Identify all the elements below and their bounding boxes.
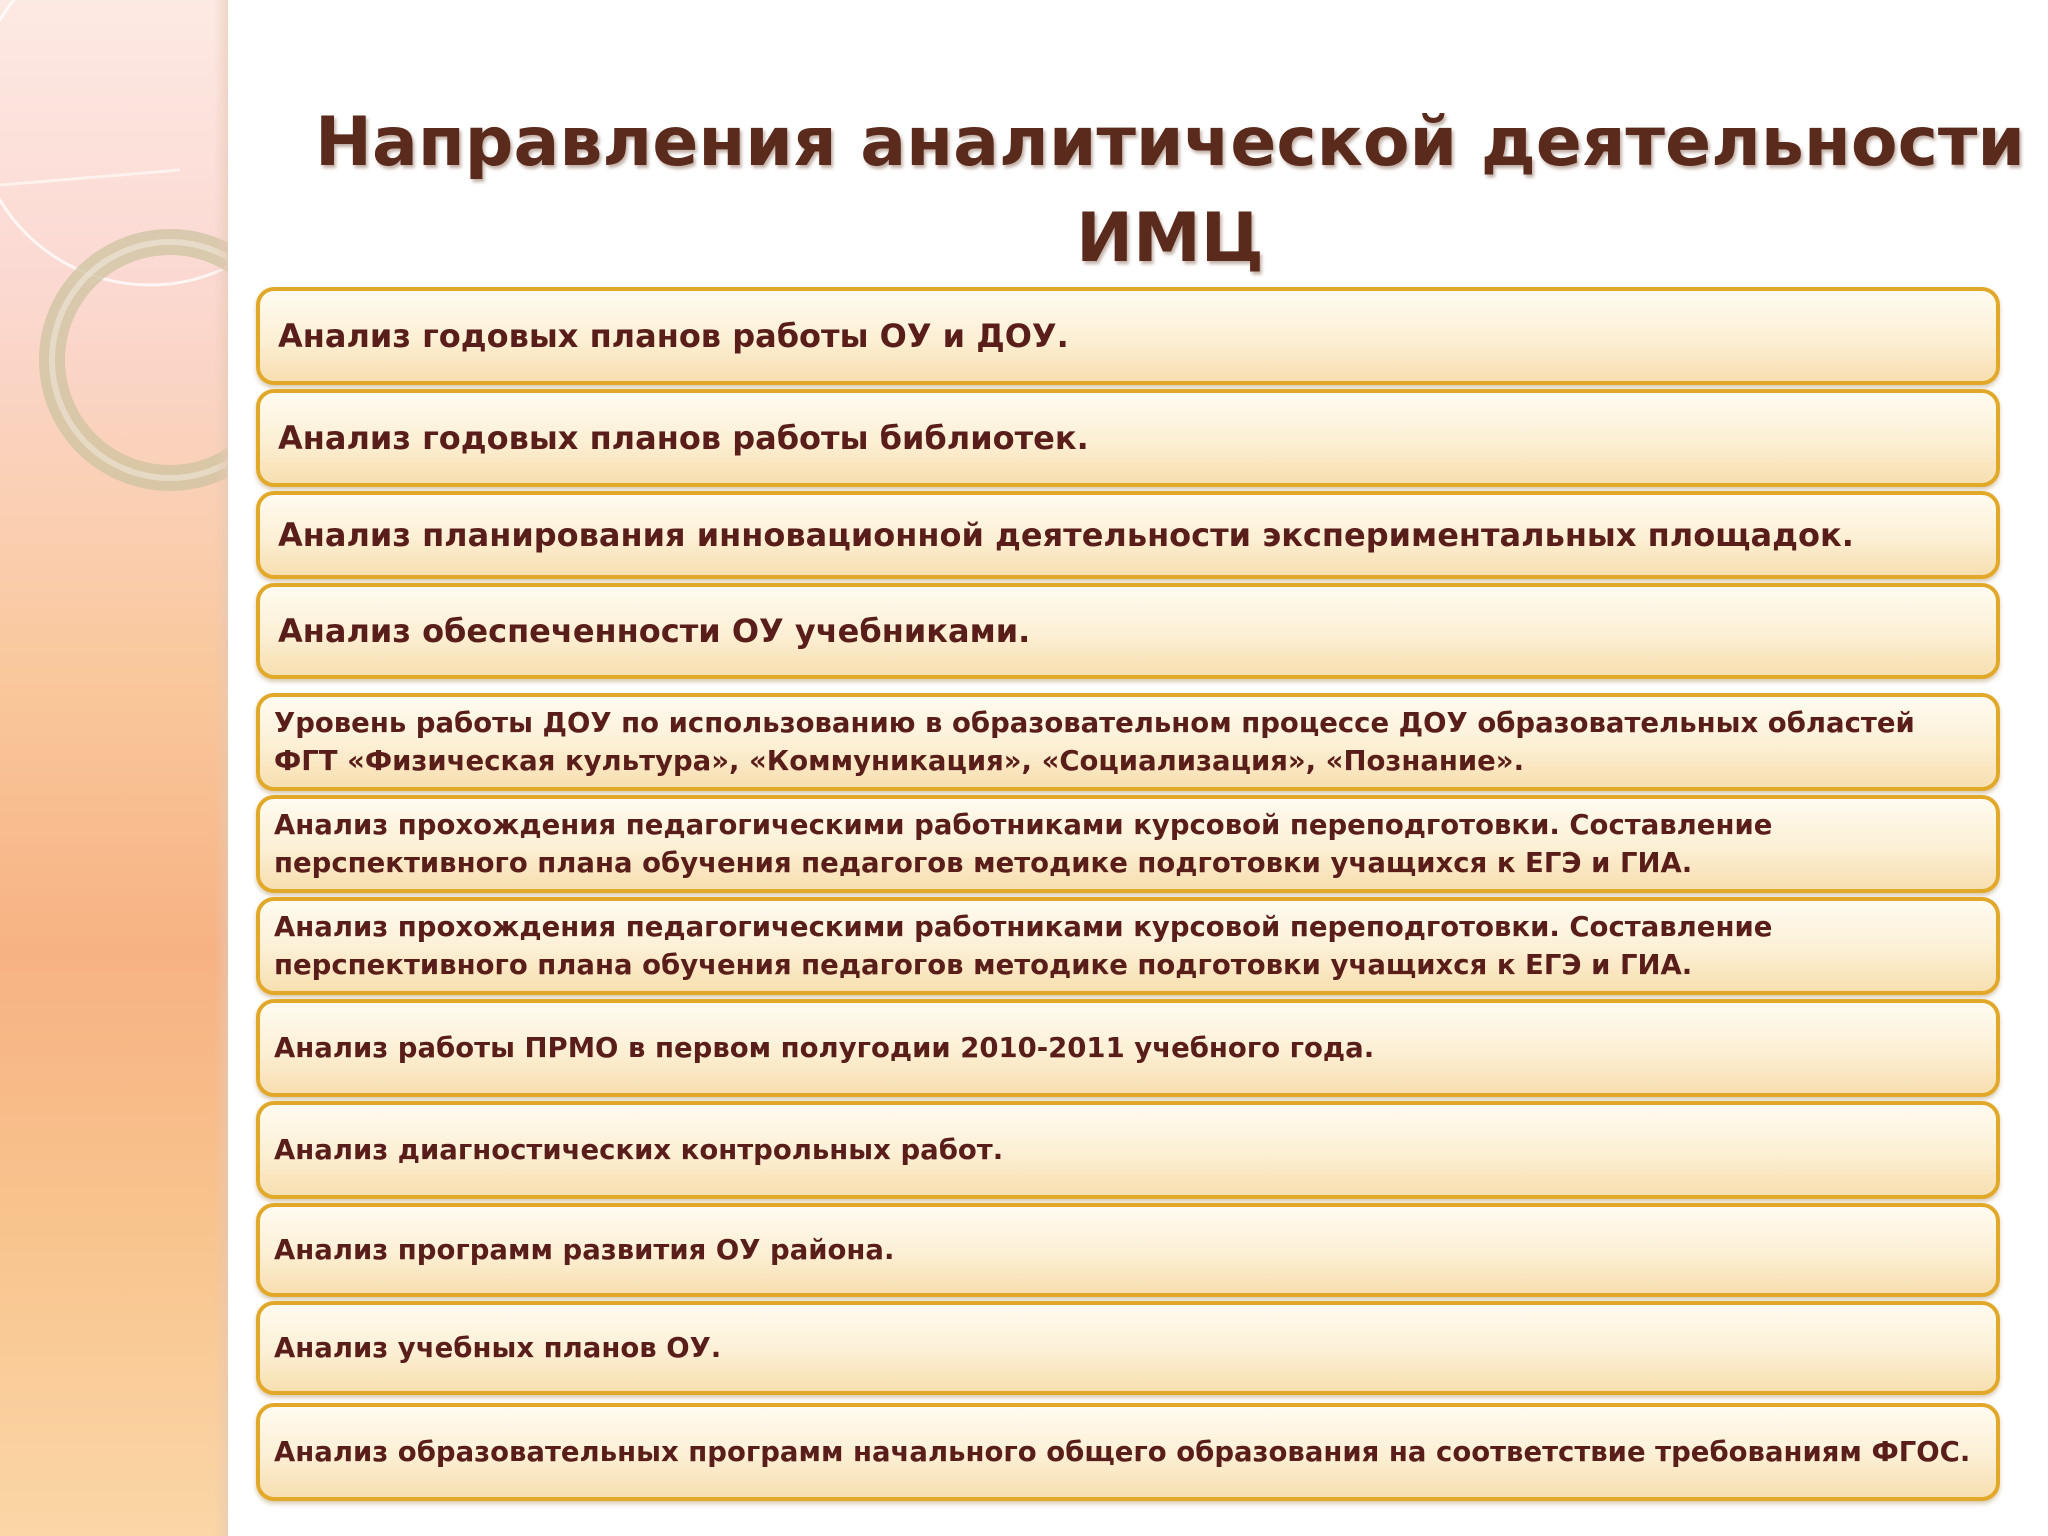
list-item-text: Анализ обеспеченности ОУ учебниками. <box>278 612 1031 650</box>
list-item <box>256 1301 2000 1395</box>
list-item <box>256 999 2000 1097</box>
list-item-text: Анализ годовых планов работы ОУ и ДОУ. <box>278 317 1069 355</box>
list-item <box>256 1101 2000 1199</box>
list-item <box>256 583 2000 679</box>
list-item-text: Анализ прохождения педагогическими работниками курсовой переподготовки. Составление перспективного плана обучения педагогов методике подготовки учащихся к ЕГЭ и ГИА. <box>274 809 1773 879</box>
list-item <box>256 1403 2000 1501</box>
list-item-text: Анализ учебных планов ОУ. <box>274 1332 722 1364</box>
list-item <box>256 897 2000 995</box>
decorative-side-band <box>0 0 228 1536</box>
list-item <box>256 795 2000 893</box>
list-item <box>256 389 2000 487</box>
list-item-text: Анализ работы ПРМО в первом полугодии 2010-2011 учебного года. <box>274 1032 1375 1064</box>
decorative-rings-icon <box>0 0 228 1536</box>
list-item <box>256 1203 2000 1297</box>
page-title: Направления аналитической деятельности ИМЦ <box>315 103 2025 278</box>
list-item <box>256 491 2000 579</box>
list-item-text: Анализ прохождения педагогическими работниками курсовой переподготовки. Составление перспективного плана обучения педагогов методике подготовки учащихся к ЕГЭ и ГИА. <box>274 911 1773 981</box>
list-item-text: Анализ образовательных программ начального общего образования на соответствие требованиям ФГОС. <box>274 1436 1971 1468</box>
list-item <box>256 287 2000 385</box>
list-item-text: Анализ диагностических контрольных работ. <box>274 1134 1004 1166</box>
list-item-text: Анализ планирования инновационной деятельности экспериментальных площадок. <box>278 516 1854 554</box>
list-item-text: Анализ годовых планов работы библиотек. <box>278 419 1089 457</box>
list-item <box>256 693 2000 791</box>
list-item-text: Уровень работы ДОУ по использованию в образовательном процессе ДОУ образовательных областей ФГТ «Физическая культура», «Коммуникация», «Социализация», «Познание». <box>274 707 1915 777</box>
list-item-text: Анализ программ развития ОУ района. <box>274 1234 895 1266</box>
